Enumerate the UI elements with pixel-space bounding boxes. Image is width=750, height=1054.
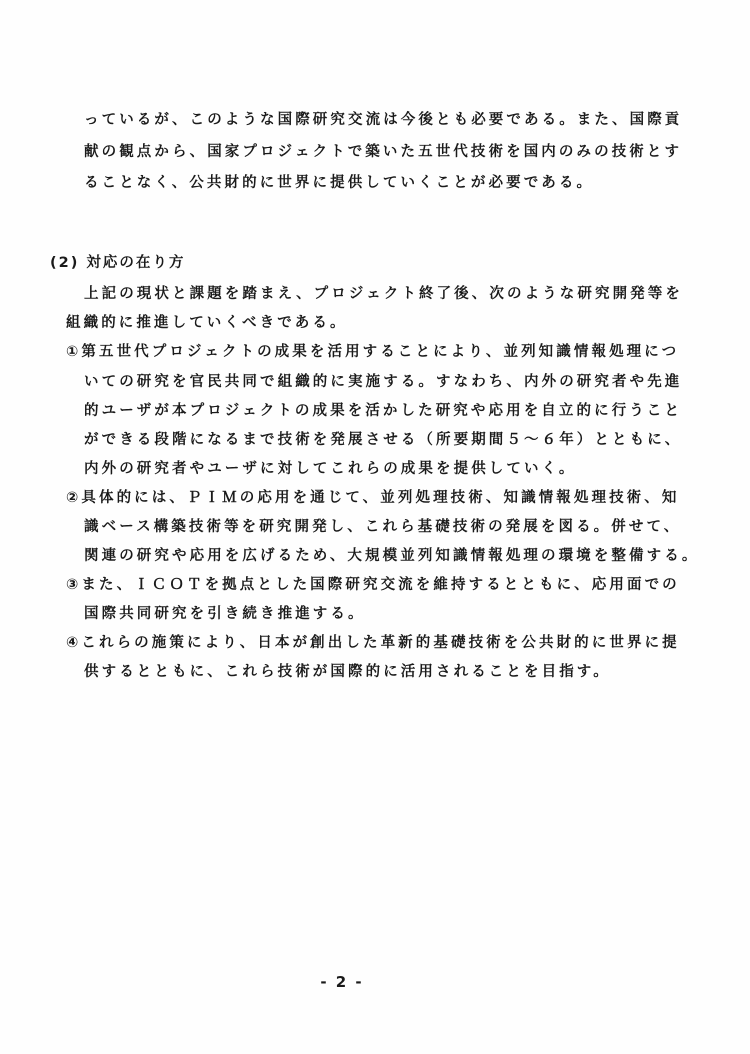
- item-1-line-2: いての研究を官民共同で組織的に実施する。すなわち、内外の研究者や先進: [84, 374, 683, 390]
- item-3-line-2: 国際共同研究を引き続き推進する。: [84, 606, 366, 622]
- intro-line-3: ることなく、公共財的に世界に提供していくことが必要である。: [84, 175, 595, 191]
- item-1-line-5: 内外の研究者やユーザに対してこれらの成果を提供していく。: [84, 461, 577, 477]
- intro-line-1: っているが、このような国際研究交流は今後とも必要である。また、国際貢: [84, 112, 683, 128]
- item-3-line-1: ③また、ＩＣＯＴを拠点とした国際研究交流を維持するとともに、応用面での: [66, 577, 680, 593]
- item-2-line-1: ②具体的には、ＰＩＭの応用を通じて、並列処理技術、知識情報処理技術、知: [66, 490, 680, 506]
- item-4-line-2: 供するとともに、これら技術が国際的に活用されることを目指す。: [84, 664, 611, 680]
- item-1-line-3: 的ユーザが本プロジェクトの成果を活かした研究や応用を自立的に行うこと: [84, 403, 683, 419]
- page-number: - 2 -: [320, 973, 364, 991]
- lead-line-2: 組織的に推進していくべきである。: [66, 315, 348, 331]
- item-4-line-1: ④これらの施策により、日本が創出した革新的基礎技術を公共財的に世界に提: [66, 635, 680, 651]
- item-1-line-1: ①第五世代プロジェクトの成果を活用することにより、並列知識情報処理につ: [66, 344, 680, 360]
- section-heading: (2) 対応の在り方: [50, 255, 186, 271]
- item-2-line-2: 識ベース構築技術等を研究開発し、これら基礎技術の発展を図る。併せて、: [84, 519, 682, 535]
- item-1-line-4: ができる段階になるまで技術を発展させる（所要期間５～６年）とともに、: [84, 432, 683, 448]
- item-2-line-3: 関連の研究や応用を広げるため、大規模並列知識情報処理の環境を整備する。: [84, 548, 700, 564]
- lead-line-1: 上記の現状と課題を踏まえ、プロジェクト終了後、次のような研究開発等を: [84, 286, 683, 302]
- intro-line-2: 献の観点から、国家プロジェクトで築いた五世代技術を国内のみの技術とす: [84, 144, 683, 160]
